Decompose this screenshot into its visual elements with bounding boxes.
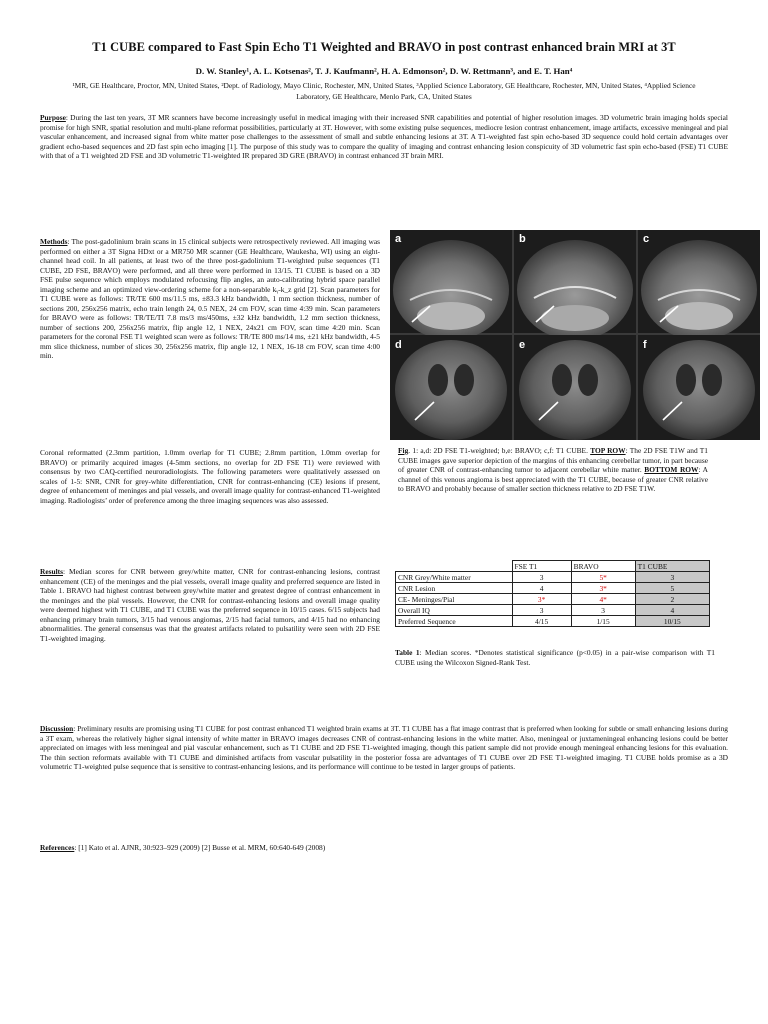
table-cell-label: Overall IQ xyxy=(396,605,513,616)
table-row xyxy=(396,605,710,616)
discussion-text: : Preliminary results are promising using T1 CUBE for post contrast enhanced T1 weighted brain exams at 3T. T1 CUBE has a flat image contrast that is preferred when looking for subtle or small enhancing lesions during a 3T exam, whereas the relatively higher signal intensity of white matter in BRAVO images decreases CNR of contrast-enhancing lesions in the white matter. Also, meningeal or juxtameningeal enhancing lesions could be better appreciated on images with less meningeal and pial vascular enhancement, such as T1 CUBE and 2D FSE T1-weighted imaging, though this patient sample did not provide enough meningeal enhancing lesions for this evaluation. The thin section reformats available with T1 CUBE and diminished artifacts from vascular pulsatility in the posterior fossa are advantages of T1 CUBE over 2D FSE T1-weighted imaging. T1 CUBE holds promise as a 3D volumetric T1-weighted pulse sequence that is sensitive to contrast-enhancing lesions, and its performance will continue to be tested in larger groups of patients. xyxy=(40,724,728,771)
table-cell-cube: 4 xyxy=(635,605,709,616)
table-header-bravo: BRAVO xyxy=(571,561,635,572)
panel-label-a: a xyxy=(395,233,402,245)
figure-caption-part2: : The 2D FSE T1W and T1 CUBE images gave superior depiction of the margins of this enhancing cerebellar tumor, in part because of greater CNR of contrast-enhancing tumor to adjacent cerebellar white matter. xyxy=(398,446,708,474)
table-cell-fse: 3 xyxy=(512,572,571,583)
panel-label-e: e xyxy=(519,339,526,351)
references-section xyxy=(40,843,728,853)
mri-panels xyxy=(390,230,760,440)
methods-heading: Methods xyxy=(40,237,68,246)
panel-label-d: d xyxy=(395,339,402,351)
table-cell-bravo: 1/15 xyxy=(571,616,635,627)
table-cell-bravo: 3* xyxy=(571,583,635,594)
table-cell-fse: 4 xyxy=(512,583,571,594)
panel-label-b: b xyxy=(519,233,526,245)
panel-b xyxy=(514,230,636,340)
table-cell-bravo: 4* xyxy=(571,594,635,605)
purpose-text: : During the last ten years, 3T MR scanners have become increasingly useful in medical imaging with their increased SNR capabilities and potential of higher resolution images. 3D volumetric brain imaging holds special promise for high SNR, spatial resolution and multi-plane reformat possibilities, particularly at 3T. However, with some existing pulse sequences, mediocre lesion contrast enhancement, image artifacts, excessive meningeal and pial vascular enhancement, and increased signal from white matter pose challenges to the assessment of small and subtle enhancing lesions at 3T. A T1-weighted fast spin echo-based 3D sequence could hold certain advantages over gradient echo-based sequences and 2D fast spin echo imaging [1]. The purpose of this study was to compare the quality of imaging and contrast enhancing lesion conspicuity of 3D volumetric fast spin echo-based (FSE) T1 CUBE with that of a T1 weighted 2D FSE and 3D volumetric T1-weighted IR prepared 3D GRE (BRAVO) in contrast enhanced 3T brain MRI. xyxy=(40,113,728,160)
table-header-row xyxy=(396,561,710,572)
panel-label-f: f xyxy=(643,339,647,351)
median-scores-table xyxy=(395,560,710,627)
table-cell-fse: 3 xyxy=(512,605,571,616)
affiliations: ¹MR, GE Healthcare, Proctor, MN, United States, ²Dept. of Radiology, Mayo Clinic, Rochester, MN, United States, ³Applied Science Laboratory, GE Healthcare, Rochester, MN, United States, ⁴Applied Science Laboratory, GE Healthcare, Menlo Park, CA, United States xyxy=(72,81,696,101)
figure-caption-part1: . 1: a,d: 2D FSE T1-weighted; b,e: BRAVO; c,f: T1 CUBE. xyxy=(408,446,591,455)
panel-label-c: c xyxy=(643,233,650,245)
purpose-section xyxy=(40,113,728,161)
references-heading: References xyxy=(40,843,75,852)
table-caption-text: : Median scores. *Denotes statistical significance (p<0.05) in a pair-wise comparison with T1 CUBE using the Wilcoxon Signed-Rank Test. xyxy=(395,648,716,667)
table-row xyxy=(396,583,710,594)
panel-d xyxy=(390,335,512,440)
table-row xyxy=(396,572,710,583)
table-body xyxy=(396,572,710,627)
methods-section xyxy=(40,237,380,361)
panel-e xyxy=(514,335,636,440)
table-cell-cube: 5 xyxy=(635,583,709,594)
figure-caption-part3: : A channel of this venous angioma is best appreciated with the T1 CUBE, because of greater CNR relative to BRAVO and probably because of smaller section thickness relative to 2D FSE T1W. xyxy=(398,465,708,493)
discussion-section xyxy=(40,724,728,772)
table-cell-label: Preferred Sequence xyxy=(396,616,513,627)
top-row-label: TOP ROW xyxy=(590,446,626,455)
review-paragraph: Coronal reformatted (2.3mm partition, 1.0mm overlap for T1 CUBE; 2.8mm partition, 1.0mm overlap for BRAVO) or primarily acquired images (4-5mm sections, no overlap for 2D FSE T1) were reviewed with consensus by two CAQ-certified neuroradiologists. The following parameters were qualitatively assessed on scales of 1-5: SNR, CNR for grey-white differentiation, CNR for contrast-enhancing (CE) lesions if present, degree of enhancement of meninges and pial vessels, and overall image quality for contrast-enhanced T1-weighted imaging. Radiologists’ order of preference among the three imaging sequences was also assessed. xyxy=(40,448,380,505)
table-header-blank xyxy=(396,561,513,572)
panel-f xyxy=(638,335,760,440)
table-row xyxy=(396,616,710,627)
table-caption xyxy=(395,648,715,667)
results-heading: Results xyxy=(40,567,63,576)
table-cell-fse: 3* xyxy=(512,594,571,605)
table-cell-cube: 10/15 xyxy=(635,616,709,627)
table-cell-label: CNR Lesion xyxy=(396,583,513,594)
results-section xyxy=(40,567,380,643)
table-cell-bravo: 5* xyxy=(571,572,635,583)
author-list: D. W. Stanley¹, A. L. Kotsenas², T. J. Kaufmann², H. A. Edmonson², D. W. Rettmann³, and E. T. Han⁴ xyxy=(195,66,573,76)
references-text: : [1] Kato et al. AJNR, 30:923–929 (2009) [2] Busse et al. MRM, 60:640-649 (2008) xyxy=(74,843,326,852)
bottom-row-label: BOTTOM ROW xyxy=(644,465,699,474)
discussion-heading: Discussion xyxy=(40,724,74,733)
table-cell-fse: 4/15 xyxy=(512,616,571,627)
table-cell-cube: 2 xyxy=(635,594,709,605)
panel-a xyxy=(390,230,512,340)
table-caption-heading: Table 1 xyxy=(395,648,420,657)
table-row xyxy=(396,594,710,605)
methods-text: : The post-gadolinium brain scans in 15 clinical subjects were retrospectively reviewed. All imaging was performed on either a 3T Signa HDxt or a MR750 MR scanner (GE Healthcare, Waukesha, WI) using an eight-channel head coil. In all patients, at least two of the three post-gadolinium T1-weighted pulse sequences (T1 CUBE, 2D FSE, BRAVO) were performed, and all three were performed in 13/15. T1 CUBE is based on a 3D FSE pulse sequence which employs modulated refocusing flip angles, an auto-calibrating hybrid space parallel imaging scheme and an optimized view-ordering scheme for a non-separable kᵧ-k_z grid [2]. Scan parameters for T1 CUBE were as follows: TR/TE 600 ms/11.5 ms, ±83.3 kHz bandwidth, 1 mm section thickness, number of sections 200, 256x256 matrix, echo train length 24, 0.5 NEX, 24 cm FOV, scan time 4:39 min. Scan parameters for BRAVO were as follows: TR/TE/TI 7.8 ms/3 ms/450ms, ±32 kHz bandwidth, 1.2 mm section thickness, number of sections 200, 256x256 matrix, flip angle 12, 1 NEX, 24x21 cm FOV, scan time 4:20 min. Scan parameters for the coronal FSE T1 weighted scan were as follows: TR/TE 800 ms/14 ms, ±21 kHz bandwidth, 4-5 mm slice thickness, number of slices 30, 256x256 matrix, flip angle 12, 1 NEX, 16-18 cm FOV, scan time 4:00 min. xyxy=(40,237,380,360)
mri-figure xyxy=(390,230,760,440)
table-header-cube: T1 CUBE xyxy=(635,561,709,572)
paper-title: T1 CUBE compared to Fast Spin Echo T1 Weighted and BRAVO in post contrast enhanced brain MRI at 3T xyxy=(92,40,676,54)
table-cell-label: CE- Meninges/Pial xyxy=(396,594,513,605)
results-text: : Median scores for CNR between grey/white matter, CNR for contrast-enhancing lesions, contrast enhancement (CE) of the meninges and the pial vessels, overall image quality and preferred sequence are listed in Table 1. BRAVO had highest contrast between grey/white matter and greatest degree of contrast enhancement in the meninges and the pial vessels. However, the CNR for contrast-enhancing lesions and overall image quality were deemed highest with T1 CUBE, and T1 CUBE was the preferred sequence in 10/15 cases. 6/15 subjects had enhancing primary brain tumors, 3/15 had venous angiomas, 2/15 had facial tumors, and 4/15 had no enhancing abnormalities. The general consensus was that the greatest artifacts related to pulsatility were seen with 2D FSE T1-weighted imaging. xyxy=(40,567,380,643)
figure-caption xyxy=(398,446,708,494)
purpose-heading: Purpose xyxy=(40,113,66,122)
table-cell-bravo: 3 xyxy=(571,605,635,616)
table-cell-label: CNR Grey/White matter xyxy=(396,572,513,583)
panel-c xyxy=(638,230,760,340)
figure-caption-heading: Fig xyxy=(398,446,409,455)
table-cell-cube: 3 xyxy=(635,572,709,583)
table-header-fse: FSE T1 xyxy=(512,561,571,572)
